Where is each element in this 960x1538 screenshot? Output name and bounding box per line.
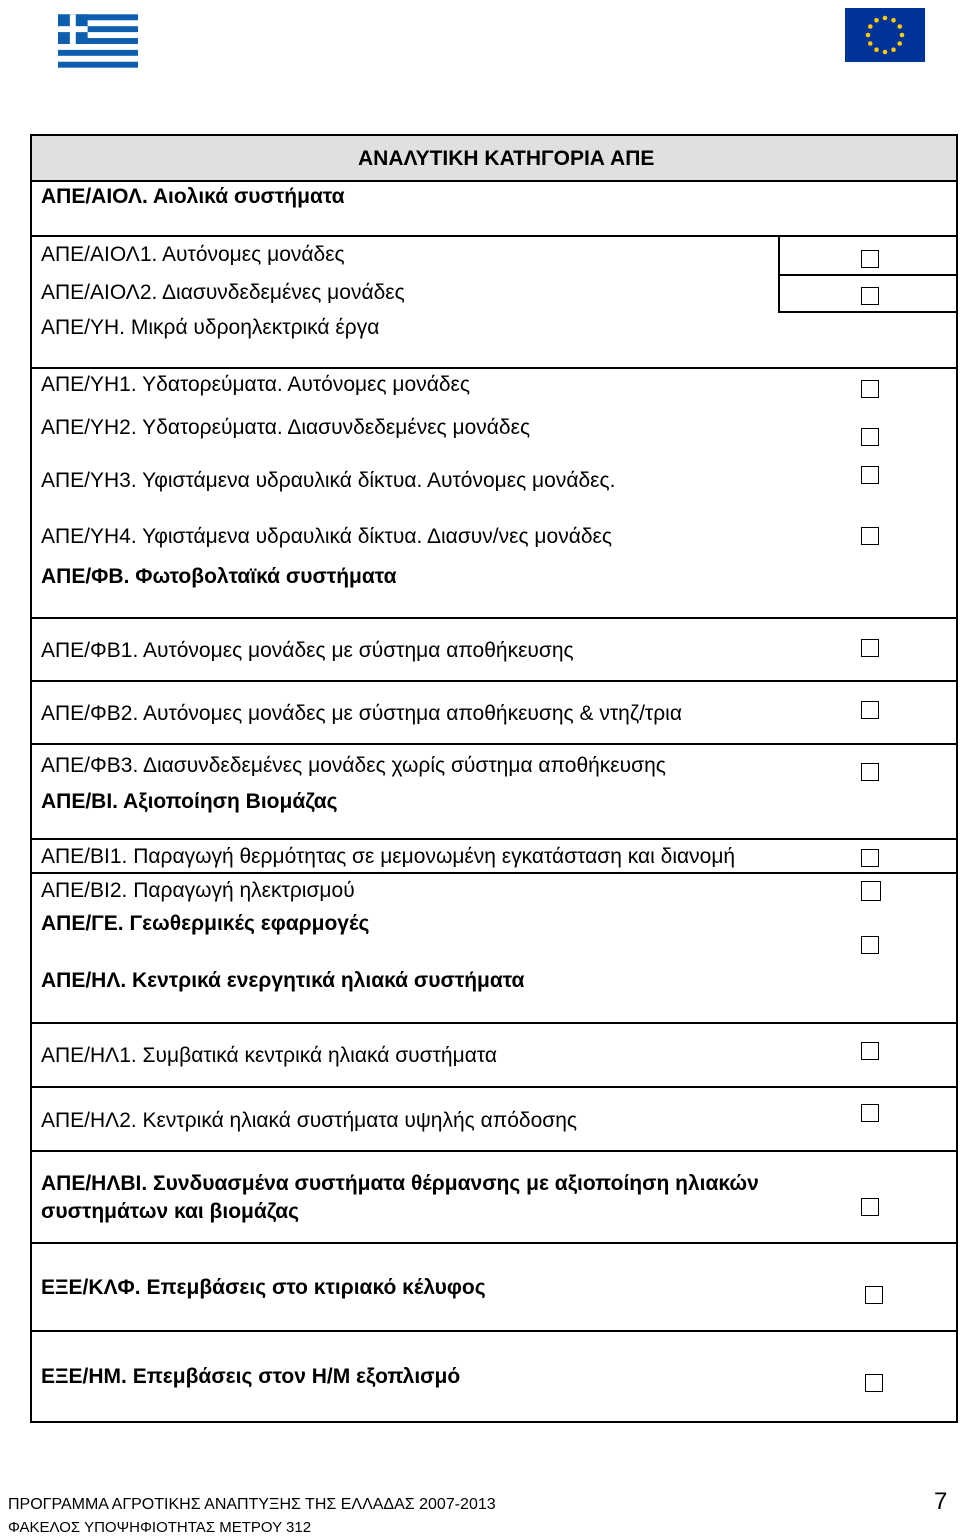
checkbox-bi1[interactable] xyxy=(861,849,879,867)
checkbox-yh1[interactable] xyxy=(861,380,879,398)
eu-star-icon xyxy=(897,24,902,29)
checkbox-fv1[interactable] xyxy=(861,639,879,657)
checkbox-hl1[interactable] xyxy=(861,1042,879,1060)
checkbox-ge[interactable] xyxy=(861,936,879,954)
greek-flag-icon xyxy=(58,14,138,68)
category-hm: ΕΞΕ/ΗΜ. Επεμβάσεις στον Η/Μ εξοπλισμό xyxy=(41,1365,461,1388)
option-hl1: ΑΠΕ/ΗΛ1. Συμβατικά κεντρικά ηλιακά συστήματα xyxy=(41,1044,497,1067)
checkbox-yh3[interactable] xyxy=(861,466,879,484)
option-bi2: ΑΠΕ/ΒΙ2. Παραγωγή ηλεκτρισμού xyxy=(41,879,355,902)
eu-star-icon xyxy=(891,47,896,52)
checkbox-bi2[interactable] xyxy=(861,881,881,901)
checkbox-hm[interactable] xyxy=(865,1374,883,1392)
eu-star-icon xyxy=(891,18,896,23)
option-yh3: ΑΠΕ/ΥΗ3. Υφιστάμενα υδραυλικά δίκτυα. Αυτόνομες μονάδες. xyxy=(41,469,616,492)
eu-star-icon xyxy=(866,33,871,38)
footer-program: ΠΡΟΓΡΑΜΜΑ ΑΓΡΟΤΙΚΗΣ ΑΝΑΠΤΥΞΗΣ ΤΗΣ ΕΛΛΑΔΑΣ 2007-2013 xyxy=(8,1496,496,1513)
section-title: ΑΝΑΛΥΤΙΚΗ ΚΑΤΗΓΟΡΙΑ ΑΠΕ xyxy=(358,147,655,170)
category-bi: ΑΠΕ/ΒΙ. Αξιοποίηση Βιομάζας xyxy=(41,790,338,813)
option-fv3: ΑΠΕ/ΦΒ3. Διασυνδεδεμένες μονάδες χωρίς σύστημα αποθήκευσης xyxy=(41,754,666,777)
option-aiol1: ΑΠΕ/ΑΙΟΛ1. Αυτόνομες μονάδες xyxy=(41,243,345,266)
eu-star-icon xyxy=(883,16,888,21)
category-aiol: ΑΠΕ/ΑΙΟΛ. Αιολικά συστήματα xyxy=(41,185,345,208)
checkbox-aiol2[interactable] xyxy=(861,287,879,305)
eu-flag-icon xyxy=(845,8,925,62)
option-yh2: ΑΠΕ/ΥΗ2. Υδατορεύματα. Διασυνδεδεμένες μονάδες xyxy=(41,416,531,439)
option-fv1: ΑΠΕ/ΦΒ1. Αυτόνομες μονάδες με σύστημα αποθήκευσης xyxy=(41,639,574,662)
eu-star-icon xyxy=(900,33,905,38)
eu-star-icon xyxy=(874,18,879,23)
eu-star-icon xyxy=(897,41,902,46)
checkbox-fv2[interactable] xyxy=(861,701,879,719)
checkbox-yh2[interactable] xyxy=(861,428,879,446)
eu-star-icon xyxy=(874,47,879,52)
option-yh1: ΑΠΕ/ΥΗ1. Υδατορεύματα. Αυτόνομες μονάδες xyxy=(41,373,471,396)
category-hlbi-cont: συστημάτων και βιομάζας xyxy=(41,1200,300,1223)
eu-star-icon xyxy=(883,50,888,55)
category-yh: ΑΠΕ/ΥΗ. Μικρά υδροηλεκτρικά έργα xyxy=(41,316,380,339)
checkbox-fv3[interactable] xyxy=(861,763,879,781)
option-yh4: ΑΠΕ/ΥΗ4. Υφιστάμενα υδραυλικά δίκτυα. Διασυν/νες μονάδες xyxy=(41,525,613,548)
eu-star-icon xyxy=(868,41,873,46)
footer-folder: ΦΑΚΕΛΟΣ ΥΠΟΨΗΦΙΟΤΗΤΑΣ ΜΕΤΡΟΥ 312 xyxy=(8,1519,312,1536)
eu-star-icon xyxy=(868,24,873,29)
checkbox-aiol1[interactable] xyxy=(861,250,879,268)
checkbox-yh4[interactable] xyxy=(861,527,879,545)
checkbox-hl2[interactable] xyxy=(861,1104,879,1122)
category-fv: ΑΠΕ/ΦΒ. Φωτοβολταϊκά συστήματα xyxy=(41,565,397,588)
category-hlbi: ΑΠΕ/ΗΛΒΙ. Συνδυασμένα συστήματα θέρμανσης με αξιοποίηση ηλιακών xyxy=(41,1172,759,1195)
category-ge: ΑΠΕ/ΓΕ. Γεωθερμικές εφαρμογές xyxy=(41,912,370,935)
category-hl: ΑΠΕ/ΗΛ. Κεντρικά ενεργητικά ηλιακά συστήματα xyxy=(41,969,525,992)
checkbox-hlbi[interactable] xyxy=(861,1198,879,1216)
option-fv2: ΑΠΕ/ΦΒ2. Αυτόνομες μονάδες με σύστημα αποθήκευσης & ντηζ/τρια xyxy=(41,702,682,725)
page-number: 7 xyxy=(934,1488,948,1515)
option-bi1: ΑΠΕ/ΒΙ1. Παραγωγή θερμότητας σε μεμονωμένη εγκατάσταση και διανομή xyxy=(41,845,736,868)
option-aiol2: ΑΠΕ/ΑΙΟΛ2. Διασυνδεδεμένες μονάδες xyxy=(41,281,405,304)
checkbox-klf[interactable] xyxy=(865,1286,883,1304)
option-hl2: ΑΠΕ/ΗΛ2. Κεντρικά ηλιακά συστήματα υψηλής απόδοσης xyxy=(41,1109,578,1132)
category-klf: ΕΞΕ/ΚΛΦ. Επεμβάσεις στο κτιριακό κέλυφος xyxy=(41,1276,486,1299)
